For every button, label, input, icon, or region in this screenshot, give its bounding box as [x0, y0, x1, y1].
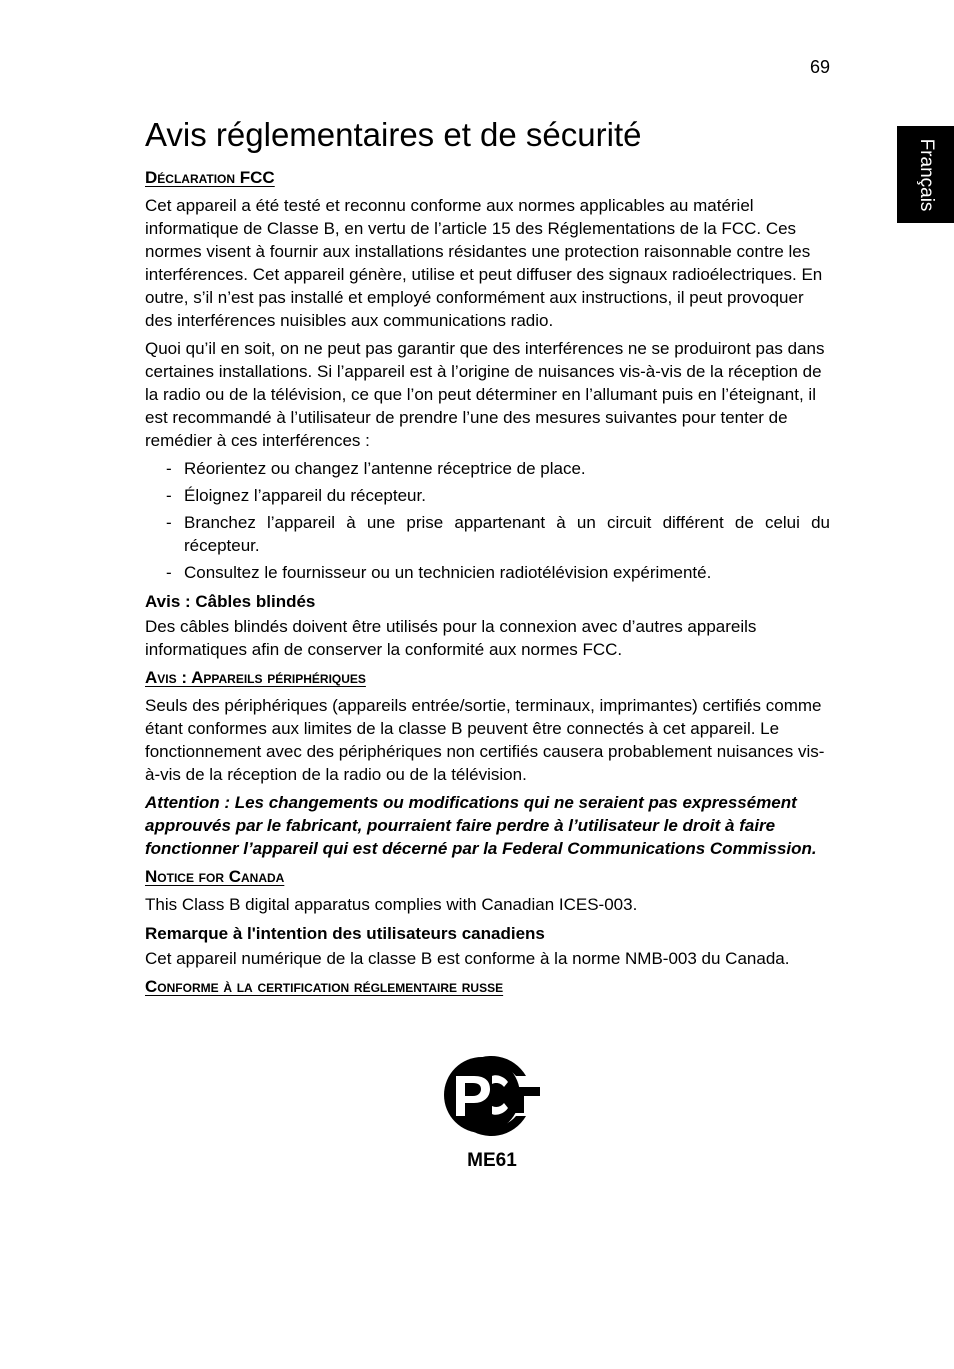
canada-heading: Notice for Canada [145, 867, 285, 886]
peripherals-heading: Avis : Appareils périphériques [145, 668, 366, 687]
canada-remark-text: Cet appareil numérique de la classe B est conforme à la norme NMB-003 du Canada. [145, 949, 790, 968]
russia-heading: Conforme à la certification réglementaire russe [145, 977, 504, 996]
peripherals-text: Seuls des périphériques (appareils entrée/sortie, terminaux, imprimantes) certifiés comme étant conformes aux limites de la classe B peuvent être connectés à cet appareil. Le fonctionnement avec des périphériques non certifiés causera probablement nuisances vis-à-vis de la réception de la radio ou de la télévision. [145, 696, 825, 784]
page-title: Avis réglementaires et de sécurité [145, 116, 642, 153]
canada-text: This Class B digital apparatus complies with Canadian ICES-003. [145, 895, 638, 914]
canada-remark-heading: Remarque à l'intention des utilisateurs canadiens [145, 924, 545, 943]
cables-text: Des câbles blindés doivent être utilisés pour la connexion avec d’autres appareils informatiques afin de conserver la conformité aux normes FCC. [145, 617, 757, 659]
list-item: - Consultez le fournisseur ou un technicien radiotélévision expérimenté. [145, 561, 830, 584]
list-item: - Réorientez ou changez l’antenne réceptrice de place. [145, 457, 830, 480]
list-item: - Branchez l’appareil à une prise appartenant à un circuit différent de celui du récepteur. [145, 511, 830, 557]
fcc-paragraph-1: Cet appareil a été testé et reconnu conforme aux normes applicables au matériel informatique de Classe B, en vertu de l’article 15 des Réglementations de la FCC. Ces normes visent à fournir aux installations résidantes une protection raisonnable contre les interférences. Cet appareil génère, utilise et peut diffuser des signaux radioélectriques. En outre, s’il n’est pas installé et employé conformément aux instructions, il peut provoquer des interférences nuisibles aux communications radio. [145, 196, 823, 330]
certification-code: ME61 [467, 1150, 517, 1171]
pct-certification-logo-icon [438, 1054, 543, 1141]
cables-heading: Avis : Câbles blindés [145, 592, 316, 611]
fcc-measures-list [145, 457, 830, 584]
language-side-tab [897, 126, 954, 223]
page-content [145, 115, 830, 1003]
attention-notice: Attention : Les changements ou modifications qui ne seraient pas expressément approuvés par le fabricant, pourraient faire perdre à l’utilisateur le droit à faire fonctionner l’appareil qui est décerné par la Federal Communications Commission. [145, 793, 817, 858]
fcc-paragraph-2: Quoi qu’il en soit, on ne peut pas garantir que des interférences ne se produiront pas dans certaines installations. Si l’appareil est à l’origine de nuisances vis-à-vis de la réception de la radio ou de la télévision, ce que l’on peut déterminer en l’allumant puis en l’éteignant, il est recommandé à l’utilisateur de prendre l’une des mesures suivantes pour tenter de remédier à ces interférences : [145, 339, 825, 450]
list-item: - Éloignez l’appareil du récepteur. [145, 484, 830, 507]
language-tab-label: Français [915, 138, 937, 211]
fcc-heading: Déclaration FCC [145, 168, 275, 187]
page-number: 69 [809, 57, 830, 77]
